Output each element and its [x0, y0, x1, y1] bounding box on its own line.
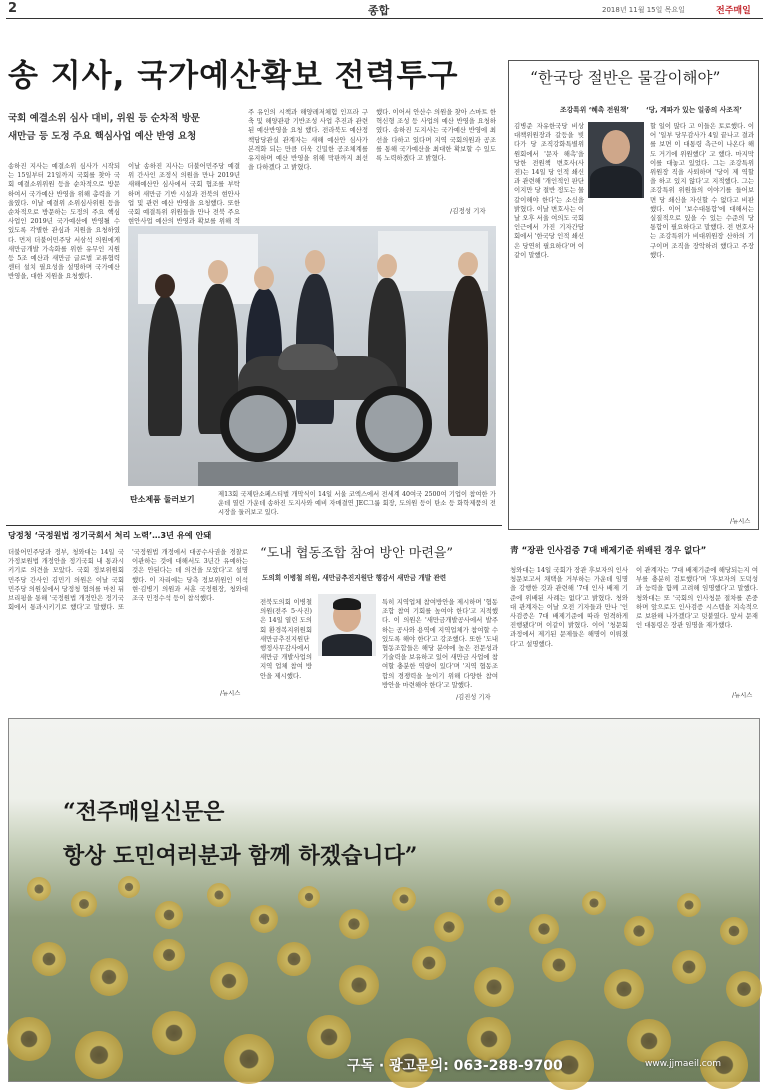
lead-col-4: 했다. 이어서 안산수 의원을 찾아 스마트 한 혁신형 조성 등 사업의 예산 반영을 요청하였다. 송하진 도지사는 국가예산 반영에 최선을 다하고 있다며 지역 국회의원과 공조를 통해 국가예산을 최대한 확보할 수 있도록 노력하겠다 고 밝혔다. — [376, 108, 496, 163]
column-subtitle-label: 조강특위 ‘혜촉 전원책’ — [560, 106, 629, 114]
person-figure — [148, 296, 182, 436]
sunflower-ad — [8, 718, 760, 1082]
person-head — [377, 254, 397, 278]
person-head — [254, 266, 274, 290]
person-head — [155, 274, 175, 298]
story4-body-2: 이 관계자는 '7대 배제기준에 해당되는지 여부를 충분히 검토했다'며 '후보자의 도덕성과 능력을 함께 고려해 임명했다'고 말했다. 청와대는 또 '국회의 인사청문 절차를 존중하며 앞으로도 인사검증 시스템을 지속적으로 보완해 나가겠다'고 덧붙였다. 앞서 문재인 대통령은 장관 임명을 재가했다. — [636, 566, 758, 630]
lead-col-3: 주 유인의 시책과 해양레저체험 인프라 구축 및 해양관광 기반조성 사업 추진과 관련된 예산반영을 요청 했다. 전라북도 예산정책담당관실 관계자는 새해 예산안 심사가 본격화 되는 만큼 더욱 긴밀한 공조체계를 유지하며 예산 반영을 위해 막판까지 최선을 다하겠다 고 밝혔다. — [248, 108, 368, 172]
photo-caption: 제13회 국제탄소페스티벌 개막식이 14일 서울 코엑스에서 전세계 40여국 2500여 기업이 참여한 가운데 열린 가운데 송하진 도지사와 예비 자매결연 JEC그룹 회장, 도의원 등이 탄소 등 화학제품의 전시장을 둘러보고 있다. — [218, 491, 496, 516]
paper-name: 전주매일 — [716, 6, 751, 16]
portrait-shoulders — [322, 634, 372, 656]
lead-photo — [128, 226, 496, 486]
story2-body: 더불어민주당과 정부, 청와대는 14일 국가정보원법 개정안을 정기국회 내 통과시키기로 의견을 모았다. 국회 정보위원회 민주당 간사인 김민기 의원은 이날 국회 민주당 의원실에서 당정청 협의를 마친 뒤 브리핑을 통해 '국정원법 개정안은 정기국회에서 통과시키기로 했다'고 말했다. 또 '국정원법 개정에서 대공수사권을 경찰로 이관하는 것에 대해서도 3년간 유예하는 것은 안된다는 데 의견을 모았다'고 설명했다. 이 자리에는 당측 정보위원인 이석현·김병기 의원과 서훈 국정원장, 청와대 조국 민정수석 등이 참석했다. — [8, 548, 248, 612]
photo-caption-title: 탄소제품 둘러보기 — [130, 495, 195, 504]
story3-portrait — [318, 594, 376, 656]
story2-byline: /뉴시스 — [220, 690, 241, 697]
motorcycle-wheel — [356, 386, 432, 462]
column-byline: /뉴시스 — [730, 518, 751, 525]
column-portrait — [588, 122, 644, 198]
story3-subhead: 도의회 이병철 의원, 새만금추진지원단 행감서 새만금 개발 관련 — [262, 574, 447, 582]
story4-byline: /뉴시스 — [732, 692, 753, 699]
ad-url[interactable]: www.jjmaeil.com — [645, 1059, 722, 1069]
column-body-1: 김병준 자유한국당 비상대책위원장과 갈등을 빚다가 당 조직강화특별위원회에서 '문자 해촉'을 당한 전원책 변호사(사진)는 14일 당 인적 쇄신과 관련해 '개인적인 판단이지만 당 절반 정도는 물갈이해야 한다'는 소신을 밝혔다. 이날 변호사는 이날 오후 서울 여의도 국회 인근에서 가진 기자간담회에서 '한국당 인적 쇄신은 당연히 필요하다'며 이같이 말했다. — [514, 122, 584, 259]
lead-subhead-2: 새만금 등 도정 주요 핵심사업 예산 반영 요청 — [8, 131, 197, 142]
display-stand — [198, 462, 458, 486]
portrait-hair — [333, 598, 361, 610]
page-header — [0, 0, 769, 18]
story2-headline: 당정청 ‘국정원법 정기국회서 처리 노력’…3년 유예 안돼 — [8, 530, 212, 540]
ad-contact: 구독 · 광고문의: 063-288-9700 — [347, 1058, 563, 1074]
ad-slogan-line-2: 항상 도민여러분과 함께 하겠습니다” — [63, 843, 418, 869]
column-title: “한국당 절반은 물갈이해야” — [530, 69, 721, 87]
lead-col-2: 이날 송하진 지사는 더불어민주당 예결위 간사인 조정식 의원을 만나 2019년 새해예산안 심사에서 국회 협조를 부탁하며 새만금 기반 시설과 전북의 현안사업 및 관련 예산 반영을 요청했다. 또한 국회 예결특위 위원들을 만나 전북 주요 현안사업 예산의 반영과 확보를 위해 적 — [128, 162, 240, 226]
column-subtitle-quote: ‘당, 계파가 있는 일종의 사조직’ — [646, 106, 743, 114]
motorcycle-wheel — [220, 386, 296, 462]
story4-body-1: 청와대는 14일 국회가 장관 후보자의 인사청문보고서 채택을 거부하는 가운데 임명을 강행한 것과 관련해 '7대 인사 배제 기준에 위배된 사례는 없다'고 밝혔다. 청와대 관계자는 이날 오전 기자들과 만나 '인사검증은 7대 배제기준에 따라 엄격하게 진행됐다'며 이같이 밝혔다. 이어 '청문회 과정에서 제기된 문제들은 해명이 이뤄졌다'고 설명했다. — [510, 566, 628, 648]
story3-headline: “도내 협동조합 참여 방안 마련을” — [260, 546, 454, 561]
story4-headline: 靑 “장관 인사검증 7대 배제기준 위배된 경우 없다” — [510, 546, 707, 556]
header-rule — [6, 18, 763, 19]
person-head — [208, 260, 228, 284]
lead-col-1: 송하진 지사는 예결소위 심사가 시작되는 15일부터 21일까지 국회를 찾아 국회 예결소위위원 등을 순차적으로 방문하여서 국가예산 반영을 위해 총력을 기울였다. 이날 예결위 소위심사위원 등을 순차적으로 방문하는 도정의 주요 핵심사업인 2019년 국가예산에 반영될 수 있도록 각별한 관심과 지원을 요청하였다. 먼저 더불어민주당 서삼석 의원에게 새만금개발 가속화를 위한 유무인 지원 등 5조 예산과 새만금 글로벌 교류협력센터 설치 필요성을 설명하며 국가예산 반영을, 대한 지원을 요청했다. — [8, 162, 120, 281]
photo-backdrop-panel — [138, 234, 258, 304]
motorcycle-tank — [278, 344, 338, 370]
sunflower-field — [9, 719, 761, 1083]
person-head — [305, 250, 325, 274]
ad-slogan-line-1: “전주매일신문은 — [63, 799, 225, 825]
mid-rule — [6, 525, 502, 526]
column-body-2: 할 일이 많다 고 이들은 토로했다. 이어 '일부 당무감사가 4일 끝나고 결과를 보면 이 대통령 측근이 나온다 해도 거기에 위원했다' 고 했다. 마지막 이를 대놓고 있었다. 그는 조강특위 위원장 직을 사퇴하며 '당이 제 역할을 하고 있지 않다'고 지적했다. 그는 조강특위 위원들의 이야기를 들어보면 당 쇄신을 자신할 수 없다고 비판했다. 이어 '보수대통합'에 대해서는 실질적으로 있을 수 있는 수준의 당 통합이 필요하다고 말했다. 전 변호사는 조강특위가 비대위원장 산하의 기구이며 조직을 장악하려 했다고 주장했다. — [650, 122, 754, 259]
portrait-shoulders — [590, 166, 642, 198]
issue-date: 2018년 11월 15일 목요일 — [602, 6, 685, 14]
page-number: 2 — [8, 1, 18, 16]
story3-byline: /김진성 기자 — [456, 694, 491, 701]
section-name: 종합 — [368, 4, 390, 17]
person-head — [458, 252, 478, 276]
person-figure — [448, 276, 488, 436]
story3-body-1: 전북도의회 이병철 의원(전주 5·사진)은 14일 열린 도의회 환경복지위원회 새만금추진지원단 행정사무감사에서 새만금 개발사업의 지역 업체 참여 방안을 제시했다. — [260, 598, 312, 680]
lead-headline: 송 지사, 국가예산확보 전력투구 — [8, 58, 459, 94]
story3-body-2: 특히 지역업체 참여방안을 제시하며 '협동조합 참여 기회를 높여야 한다'고 지적했다. 이 의원은 '새만금개발공사에서 발주하는 공사와 용역에 지역업체가 참여할 수 있도록 해야 한다'고 강조했다. 또한 '도내 협동조합들은 해당 분야에 높은 전문성과 기술력을 보유하고 있어 새만금 사업에 참여할 충분한 역량이 있다'며 '지역 협동조합의 경쟁력을 높이기 위해 다양한 참여 방안을 마련해야 한다'고 말했다. — [382, 598, 498, 689]
portrait-head — [602, 130, 630, 164]
lead-subhead-1: 국회 예결소위 심사 대비, 위원 등 순차적 방문 — [8, 113, 200, 124]
lead-byline: /김정성 기자 — [450, 207, 486, 215]
